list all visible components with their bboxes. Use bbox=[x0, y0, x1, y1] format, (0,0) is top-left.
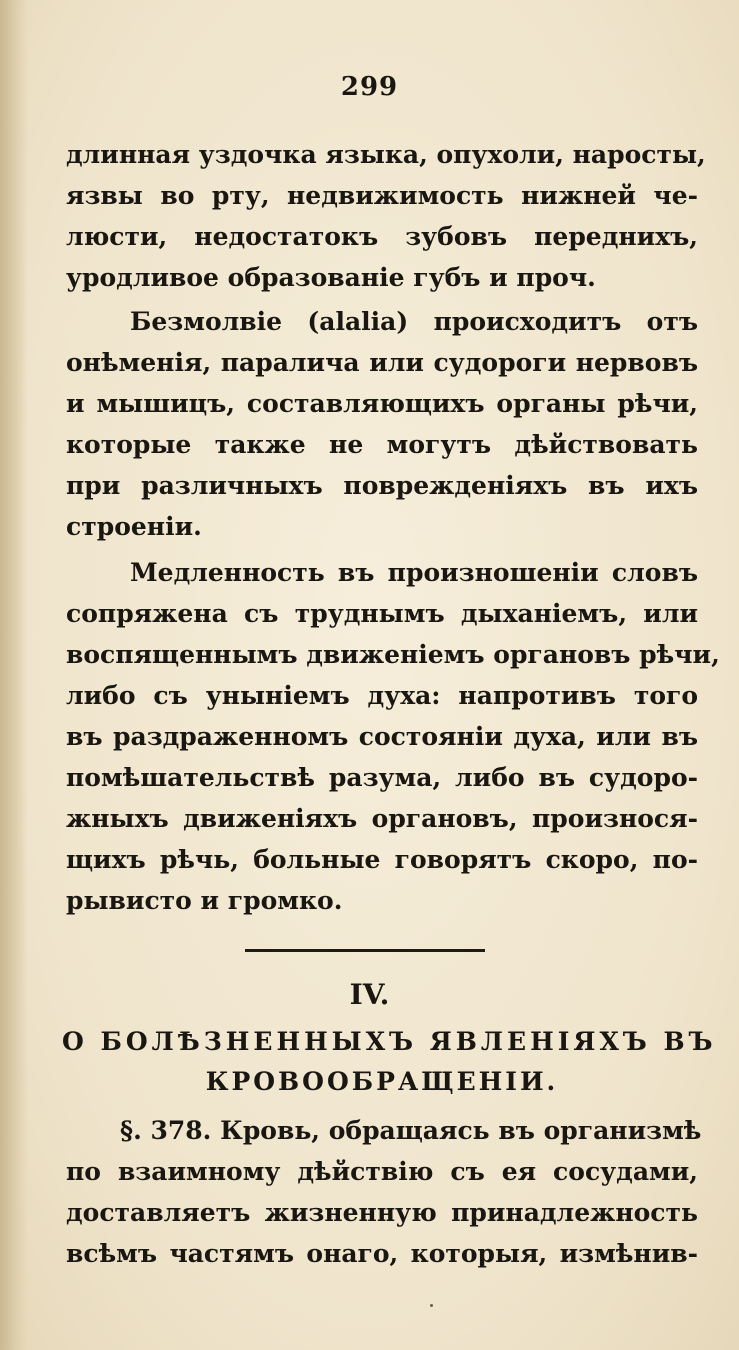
section-divider bbox=[245, 949, 485, 952]
text-line: доставляетъ жизненную принадлежность bbox=[66, 1198, 698, 1227]
binding-gutter bbox=[0, 0, 28, 1350]
text-line: помѣшательствѣ разума, либо въ судоро- bbox=[66, 763, 698, 792]
text-line: Безмолвіе (alalia) происходитъ отъ bbox=[130, 307, 698, 336]
text-line: строеніи. bbox=[66, 512, 202, 541]
text-line: въ раздраженномъ состояніи духа, или въ bbox=[66, 722, 698, 751]
heading-line: О БОЛѢЗНЕННЫХЪ ЯВЛЕНІЯХЪ ВЪ bbox=[62, 1027, 717, 1056]
text-line: Медленность въ произношеніи словъ bbox=[130, 558, 698, 587]
text-line: онѣменія, паралича или судороги нервовъ bbox=[66, 348, 698, 377]
text-line: которые также не могутъ дѣйствовать bbox=[66, 430, 698, 459]
text-line: при различныхъ поврежденіяхъ въ ихъ bbox=[66, 471, 698, 500]
text-line: щихъ рѣчь, больные говорятъ скоро, по- bbox=[66, 845, 698, 874]
text-line: сопряжена съ труднымъ дыханіемъ, или bbox=[66, 599, 698, 628]
page-number: 299 bbox=[340, 72, 399, 102]
text-line: жныхъ движеніяхъ органовъ, произнося- bbox=[66, 804, 698, 833]
text-line: уродливое образованіе губъ и проч. bbox=[66, 263, 596, 292]
heading-line: КРОВООБРАЩЕНІИ. bbox=[205, 1067, 559, 1096]
text-line: либо съ уныніемъ духа: напротивъ того bbox=[66, 681, 698, 710]
text-line: §. 378. Кровь, обращаясь въ организмѣ bbox=[120, 1116, 702, 1145]
text-line: всѣмъ частямъ онаго, которыя, измѣнив- bbox=[66, 1239, 698, 1268]
text-line: рывисто и громко. bbox=[66, 886, 343, 915]
text-line: воспященнымъ движеніемъ органовъ рѣчи, bbox=[66, 640, 720, 669]
paper-speck bbox=[430, 1304, 433, 1307]
section-number: IV. bbox=[349, 978, 390, 1011]
text-line: длинная уздочка языка, опухоли, наросты, bbox=[66, 140, 706, 169]
text-line: люсти, недостатокъ зубовъ переднихъ, bbox=[66, 222, 698, 251]
text-line: язвы во рту, недвижимость нижней че- bbox=[66, 181, 698, 210]
text-line: по взаимному дѣйствію съ ея сосудами, bbox=[66, 1157, 698, 1186]
text-line: и мышицъ, составляющихъ органы рѣчи, bbox=[66, 389, 698, 418]
